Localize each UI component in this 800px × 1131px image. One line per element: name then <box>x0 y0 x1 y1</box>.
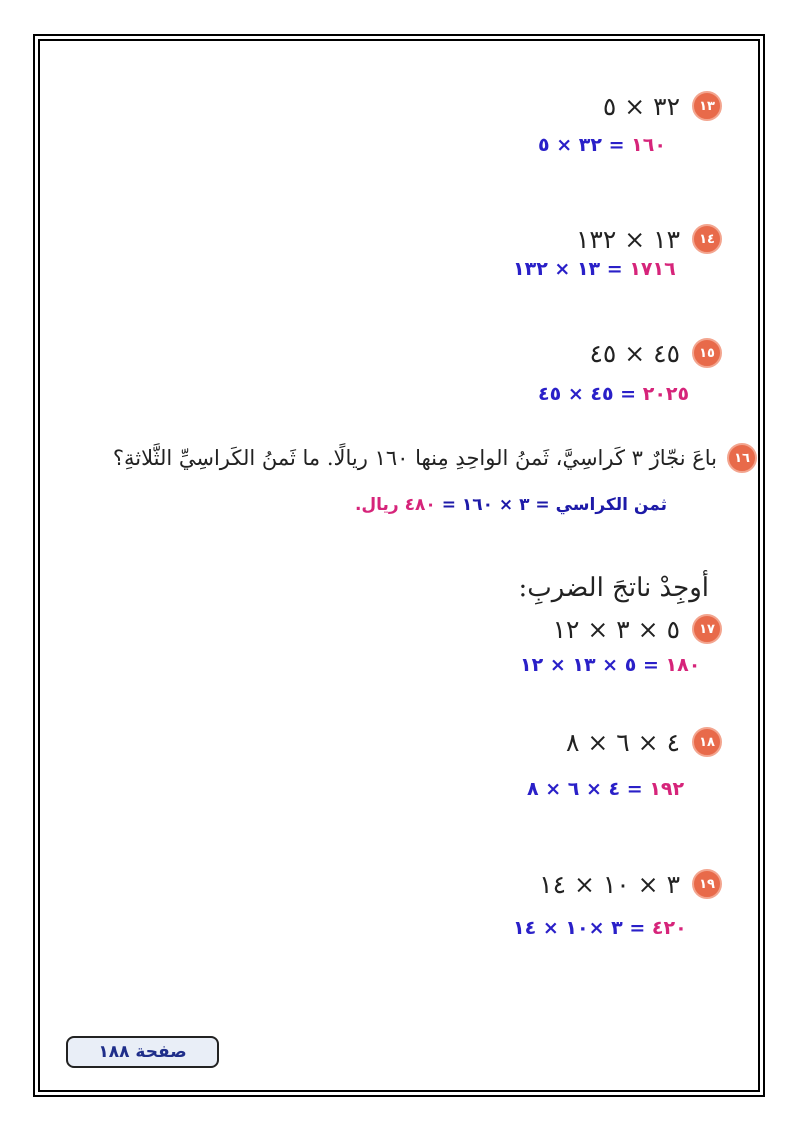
word-answer-value: ٤٨٠ ريال. <box>354 495 436 515</box>
answer-expression: ٣٢ × ٥ <box>538 134 602 156</box>
problem-expression: ١٣ × ١٣٢ <box>576 224 680 254</box>
problem-number-badge: ١٣ <box>692 91 722 121</box>
problem-expression: ٤ × ٦ × ٨ <box>566 727 680 757</box>
problem-13-answer: ١٦٠ = ٣٢ × ٥ <box>538 134 666 156</box>
word-problem-answer <box>355 495 667 515</box>
problem-number-badge: ١٧ <box>692 614 722 644</box>
problem-15 <box>589 338 722 368</box>
answer-result: ٢٠٢٥ <box>642 383 690 405</box>
word-problem-text: باعَ نجّارٌ ٣ كَراسِيَّ، ثَمنُ الواحِدِ مِنها ١٦٠ ريالًا. ما ثَمنُ الكَراسِيِّ الثَّلاثةِ؟ <box>112 446 717 470</box>
answer-result: ١٧١٦ <box>629 258 676 280</box>
problem-14 <box>576 224 722 254</box>
answer-expression: ٣ ×١٠ × ١٤ <box>513 917 623 939</box>
answer-expression: ١٣ × ١٣٢ <box>513 258 601 280</box>
problem-14-answer: ١٧١٦ = ١٣ × ١٣٢ <box>513 258 676 280</box>
problem-number-badge: ١٦ <box>727 443 757 473</box>
problem-13 <box>603 91 722 121</box>
problem-expression: ٣٢ × ٥ <box>602 91 680 121</box>
answer-result: ١٨٠ <box>665 654 701 676</box>
problem-18 <box>566 727 722 757</box>
problem-expression: ٤٥ × ٤٥ <box>589 338 680 368</box>
answer-expression: ٤ × ٦ × ٨ <box>527 778 621 800</box>
answer-expression: ٥ × ١٣ × ١٢ <box>520 654 637 676</box>
answer-result: ١٩٢ <box>649 778 685 800</box>
problem-17 <box>553 614 722 644</box>
page-number-label: صفحة ١٨٨ <box>66 1036 219 1068</box>
answer-result: ٤٢٠ <box>651 917 687 939</box>
problem-19-answer: ٤٢٠ = ٣ ×١٠ × ١٤ <box>513 917 687 939</box>
answer-result: ١٦٠ <box>631 134 666 156</box>
problem-number-badge: ١٤ <box>692 224 722 254</box>
problem-number-badge: ١٩ <box>692 869 722 899</box>
problem-15-answer: ٢٠٢٥ = ٤٥ × ٤٥ <box>538 383 690 405</box>
problem-18-answer: ١٩٢ = ٤ × ٦ × ٨ <box>527 778 685 800</box>
problem-number-badge: ١٥ <box>692 338 722 368</box>
problem-17-answer: ١٨٠ = ٥ × ١٣ × ١٢ <box>520 654 701 676</box>
problem-expression: ٣ × ١٠ × ١٤ <box>539 869 680 899</box>
problem-19 <box>539 869 722 899</box>
problem-number-badge: ١٨ <box>692 727 722 757</box>
problem-expression: ٥ × ٣ × ١٢ <box>552 614 680 644</box>
answer-expression: ٤٥ × ٤٥ <box>538 383 614 405</box>
word-answer-prefix: ثمن الكراسي = ٣ × ١٦٠ = <box>435 495 667 515</box>
section-heading: أوجِدْ ناتجَ الضربِ: <box>518 573 709 603</box>
word-problem-16 <box>113 443 757 473</box>
